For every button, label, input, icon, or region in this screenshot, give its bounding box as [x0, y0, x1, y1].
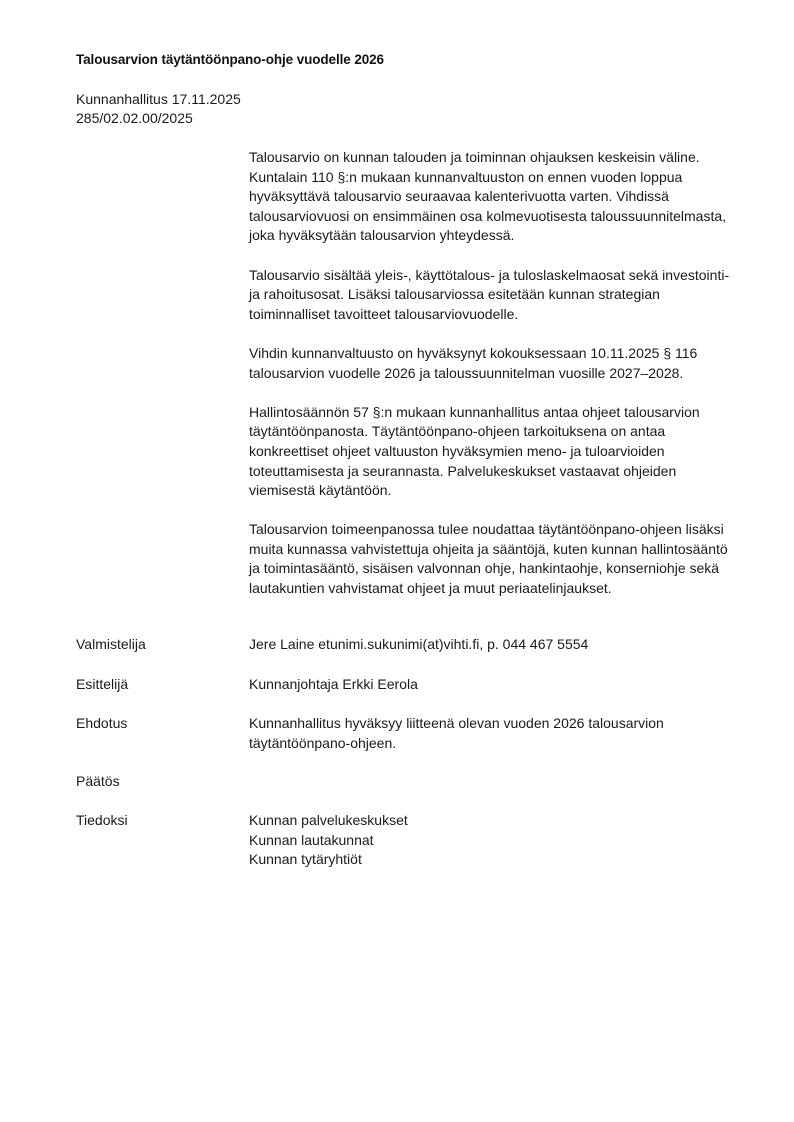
record-number: 285/02.02.00/2025: [76, 110, 193, 126]
document-body: [249, 148, 731, 618]
recipient-list: [249, 811, 731, 870]
field-value: Kunnanhallitus hyväksyy liitteenä olevan vuoden 2026 talousarvion täytäntöönpano-ohjeen.: [249, 715, 664, 751]
body-paragraph: Talousarvion toimeenpanossa tulee noudattaa täytäntöönpano-ohjeen lisäksi muita kunnassa vahvistettuja ohjeita ja sääntöjä, kuten kunnan hallintosääntö ja toimintasääntö, sisäisen valvonnan ohje, hankintaohje, konserniohje sekä lautakuntien vahvistamat ohjeet ja muut periaatelinjaukset.: [249, 521, 728, 597]
meeting-info: Kunnanhallitus 17.11.2025: [76, 91, 241, 107]
document-meta: [76, 90, 241, 128]
body-paragraph: Vihdin kunnanvaltuusto on hyväksynyt kokouksessaan 10.11.2025 § 116 talousarvion vuodelle 2026 ja taloussuunnitelman vuosille 2027–2028.: [249, 344, 698, 381]
field-label: Ehdotus: [76, 715, 128, 731]
field-label: Päätös: [76, 773, 120, 789]
field-value: Kunnanjohtaja Erkki Eerola: [249, 676, 418, 692]
field-label: Esittelijä: [76, 676, 129, 692]
body-paragraph: Hallintosäännön 57 §:n mukaan kunnanhallitus antaa ohjeet talousarvion täytäntöönpanosta. Täytäntöönpano-ohjeen tarkoituksena on antaa konkreettiset ohjeet valtuuston hyväksymien meno- ja tuloarvioiden toteuttamisesta ja seurannasta. Palvelukeskukset vastaavat ohjeiden viemisestä käytäntöön.: [249, 403, 700, 499]
recipient-item: Kunnan lautakunnat: [249, 831, 374, 848]
body-paragraph: Talousarvio sisältää yleis-, käyttötalous- ja tuloslaskelmaosat sekä investointi- ja rahoitusosat. Lisäksi talousarviossa esitetään kunnan strategian toiminnalliset tavoitteet talousarviovuodelle.: [249, 266, 730, 322]
recipient-item: Kunnan palvelukeskukset: [249, 812, 408, 828]
field-label: Tiedoksi: [76, 812, 128, 828]
document-title: Talousarvion täytäntöönpano-ohje vuodelle 2026: [76, 52, 384, 67]
field-value: Jere Laine etunimi.sukunimi(at)vihti.fi, p. 044 467 5554: [249, 636, 589, 652]
body-paragraph: Talousarvio on kunnan talouden ja toiminnan ohjauksen keskeisin väline. Kuntalain 110 §:n mukaan kunnanvaltuuston on ennen vuoden loppua hyväksyttävä talousarvio seuraavaa kalenterivuotta varten. Vihdissä talousarviovuosi on ensimmäinen osa kolmevuotisesta taloussuunnitelmasta, joka hyväksytään talousarvion yhteydessä.: [249, 149, 727, 244]
field-label: Valmistelija: [76, 636, 146, 652]
recipient-item: Kunnan tytäryhtiöt: [249, 851, 362, 868]
